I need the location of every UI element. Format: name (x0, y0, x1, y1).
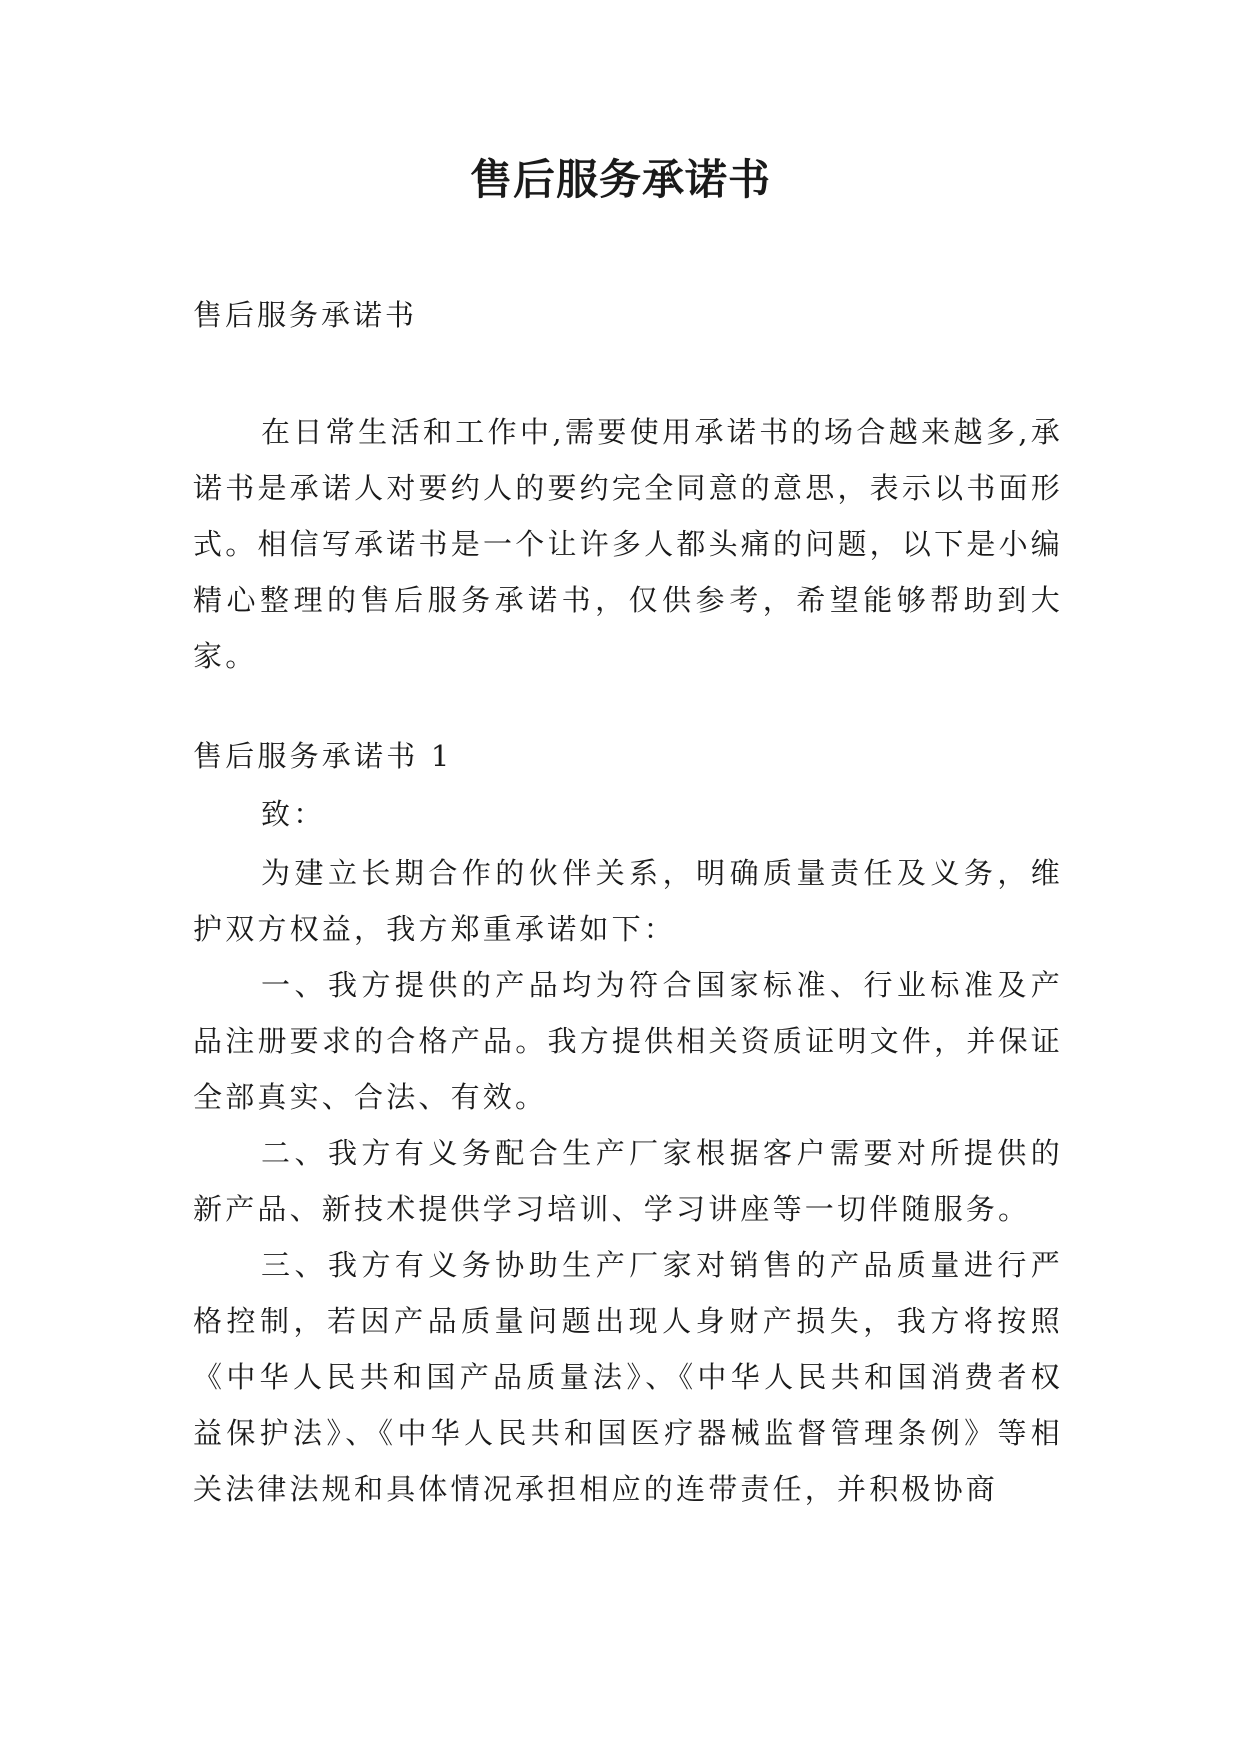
paragraph-item-3: 三、我方有义务协助生产厂家对销售的产品质量进行严格控制，若因产品质量问题出现人身财产损失，我方将按照《中华人民共和国产品质量法》、《中华人民共和国消费者权益保护法》、《中华人民共和国医疗器械监督管理条例》等相关法律法规和具体情况承担相应的连带责任，并积极协商 (193, 1248, 1063, 1506)
section-heading: 售后服务承诺书 1 (193, 739, 453, 773)
section-content (193, 786, 1063, 1517)
intro-paragraph: 在日常生活和工作中,需要使用承诺书的场合越来越多,承诺书是承诺人对要约人的要约完全同意的意思，表示以书面形式。相信写承诺书是一个让许多人都头痛的问题，以下是小编精心整理的售后服务承诺书，仅供参考，希望能够帮助到大家。 (193, 415, 1063, 673)
paragraph-item-1: 一、我方提供的产品均为符合国家标准、行业标准及产品注册要求的合格产品。我方提供相关资质证明文件，并保证全部真实、合法、有效。 (193, 968, 1063, 1114)
document-subtitle: 售后服务承诺书 (193, 298, 418, 332)
greeting-line: 致： (261, 797, 326, 831)
paragraph-preamble: 为建立长期合作的伙伴关系，明确质量责任及义务，维护双方权益，我方郑重承诺如下： (193, 856, 1063, 946)
paragraph-item-2: 二、我方有义务配合生产厂家根据客户需要对所提供的新产品、新技术提供学习培训、学习讲座等一切伴随服务。 (193, 1136, 1063, 1226)
page-title: 售后服务承诺书 (469, 155, 771, 204)
